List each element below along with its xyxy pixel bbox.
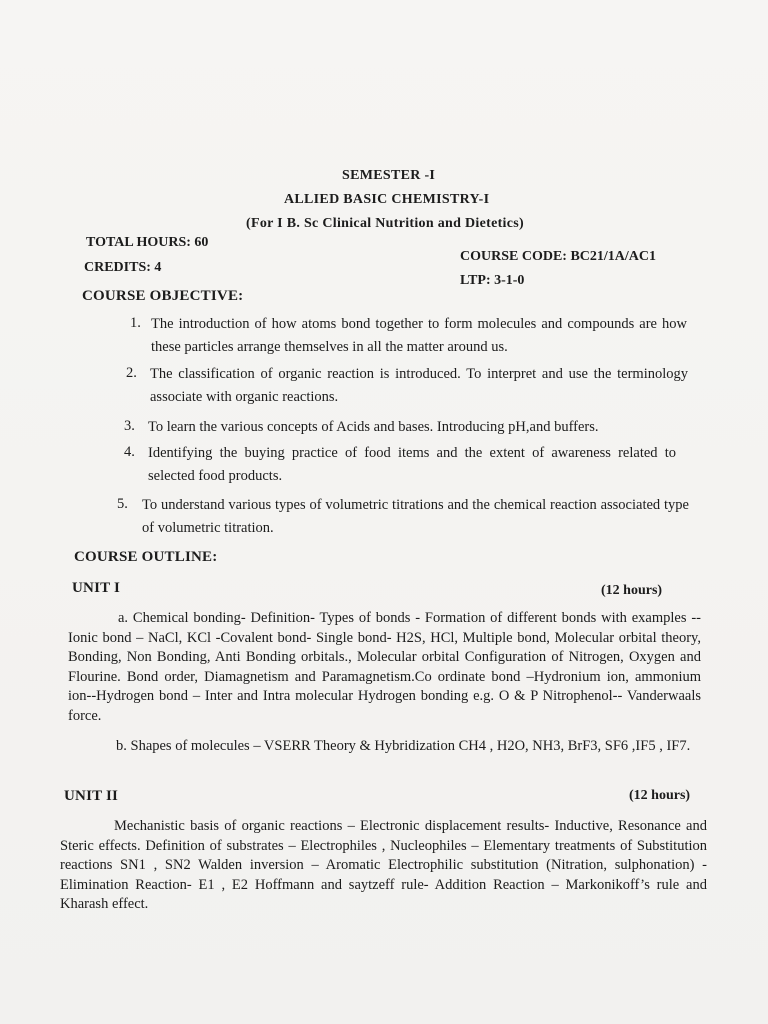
course-code: COURSE CODE: BC21/1A/AC1: [460, 249, 657, 264]
objective-item: To learn the various concepts of Acids and bases. Introducing pH,and buffers.: [148, 419, 599, 435]
unit-2-hours: (12 hours): [629, 788, 691, 803]
course-title: ALLIED BASIC CHEMISTRY-I: [284, 192, 490, 207]
objective-number: 1.: [130, 315, 141, 331]
course-outline-heading: COURSE OUTLINE:: [74, 549, 218, 565]
unit-1-paragraph-b: b. Shapes of molecules – VSERR Theory & Hybridization CH4 , H2O, NH3, BrF3, SF6 ,IF5 , IF7.: [116, 738, 691, 754]
program-label: (For I B. Sc Clinical Nutrition and Dietetics): [246, 216, 524, 231]
objective-item: The introduction of how atoms bond together to form molecules and compounds are how these particles arrange themselves in all the matter around us.: [151, 316, 687, 355]
ltp: LTP: 3-1-0: [460, 273, 525, 288]
objective-number: 5.: [117, 496, 128, 512]
course-objective-heading: COURSE OBJECTIVE:: [82, 288, 244, 304]
unit-2-paragraph: Mechanistic basis of organic reactions – Electronic displacement results- Inductive, Resonance and Steric effects. Definition of substrates – Electrophiles , Nucleophiles – Elementary treatments of Substitution reactions SN1 , SN2 Walden inversion – Aromatic Electrophilic substitution (Nitration, sulphonation) - Elimination Reaction- E1 , E2 Hoffmann and saytzeff rule- Addition Reaction – Markonikoff’s rule and Kharash effect.: [60, 818, 707, 912]
semester-label: SEMESTER -I: [342, 168, 436, 183]
total-hours: TOTAL HOURS: 60: [86, 235, 209, 250]
objective-item: To understand various types of volumetric titrations and the chemical reaction associated type of volumetric titration.: [142, 497, 689, 536]
unit-2-title: UNIT II: [64, 788, 119, 804]
objective-item: The classification of organic reaction is introduced. To interpret and use the terminology associate with organic reactions.: [150, 366, 688, 405]
credits: CREDITS: 4: [84, 260, 162, 275]
objective-number: 4.: [124, 444, 135, 460]
unit-1-title: UNIT I: [72, 580, 121, 596]
objective-item: Identifying the buying practice of food items and the extent of awareness related to selected food products.: [148, 445, 676, 484]
unit-1-hours: (12 hours): [601, 583, 663, 598]
objective-number: 2.: [126, 365, 137, 381]
unit-1-paragraph-a: a. Chemical bonding- Definition- Types of bonds - Formation of different bonds with examples --Ionic bond – NaCl, KCl -Covalent bond- Single bond- H2S, HCl, Multiple bond, Molecular orbital theory, Bonding, Non Bonding, Anti Bonding orbitals., Molecular orbital Configuration of Nitrogen, Oxygen and Flourine. Bond order, Diamagnetism and Paramagnetism.Co ordinate bond –Hydronium ion, ammonium ion--Hydrogen bond – Inter and Intra molecular Hydrogen bonding e.g. O & P Nitrophenol-- Vanderwaals force.: [68, 610, 701, 724]
objective-number: 3.: [124, 418, 135, 434]
